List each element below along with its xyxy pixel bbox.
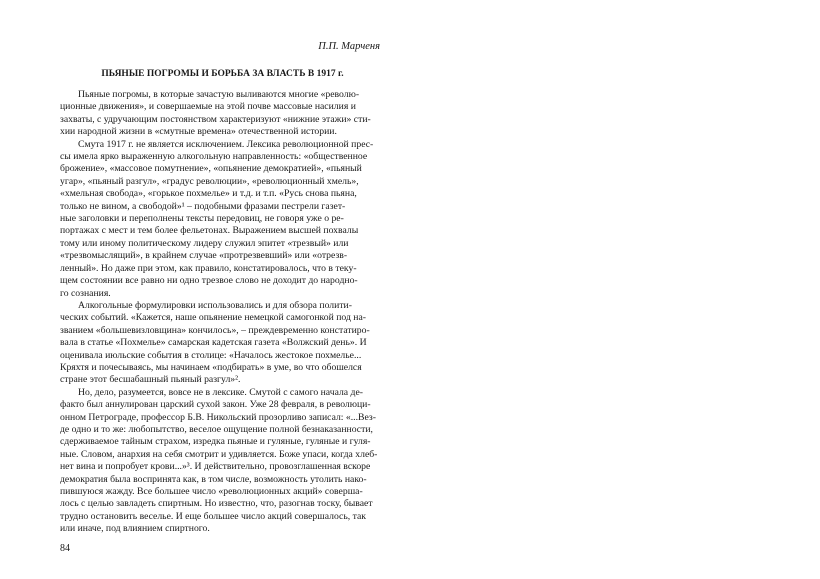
running-header-author: П.П. Марченя xyxy=(318,41,380,52)
article-title: ПЬЯНЫЕ ПОГРОМЫ И БОРЬБА ЗА ВЛАСТЬ В 1917 г. xyxy=(101,69,344,79)
paragraph: Смута 1917 г. не является исключением. Лексика революционной прес- сы имела ярко выраженную алкогольную направленность: «общественное брожение», «массовое помутнение», «опьянение демократией», «пьяный угар», «пьяный разгул», «градус революции», «революционный хмель», «хмельная свобода», «горькое похмелье» и т.д. и т.п. «Русь снова пьяна, только не вином, а свободой»¹ – подобными фразами пестрели газет- ные заголовки и переполнены тексты передовиц, не говоря уже о ре- портажах с мест и тем более фельетонах. Выражением высшей похвалы тому или иному политическому лидеру служил эпитет «трезвый» или «трезвомыслящий», в крайнем случае «протрезвевший» или «отрезв- ленный». Но даже при этом, как правило, констатировалось, что в теку- щем состоянии все равно ни одно трезвое слово не доходит до народно- го сознания. xyxy=(60,138,374,299)
paragraph: Но, дело, разумеется, вовсе не в лексике. Смутой с самого начала де- факто был аннулирован царский сухой закон. Уже 28 февраля, в революци- онном Петрограде, профессор Б.В. Никольский прозорливо записал: «...Вез- де одно и то же: любопытство, веселое ощущение полной безнаказанности, сдерживаемое тайным страхом, изредка пьяные и гуляные, гуляные и гуля- ные. Словом, анархия на себя смотрит и удивляется. Боже упаси, когда хлеб- нет вина и попробует крови...»³. И действительно, провозглашенная вскоре демократия была воспринята как, в том числе, возможность утолить нако- пившуюся жажду. Все большее число «революционных акций» соверша- лось с целью завладеть спиртным. Но известно, что, разогнав тоску, бывает трудно остановить веселье. И еще большее число акций совершалось, так или иначе, под влиянием спиртного. xyxy=(60,386,378,535)
paragraph: Пьяные погромы, в которые зачастую выливаются многие «револю- ционные движения», и совершаемые на этой почве массовые насилия и захваты, с удручающим постоянством характеризуют «нижние этажи» сти- хии народной жизни в «смутные времена» отечественной истории. xyxy=(60,89,371,138)
page-number: 84 xyxy=(60,543,70,554)
paragraph: Алкогольные формулировки использовались и для обзора полити- ческих событий. «Кажется, наше опьянение немецкой самогонкой под на- званием «большевизловщина» кончилось», – преждевременно констатиро- вала в статье «Похмелье» самарская кадетская газета «Волжский день». И оценивала июльские события в столице: «Началось жестокое похмелье... Кряхтя и почесываясь, мы начинаем «подбирать» в уме, во что обошелся стране этот бесшабашный пьяный разгул»². xyxy=(60,299,370,386)
article-body xyxy=(60,89,380,536)
